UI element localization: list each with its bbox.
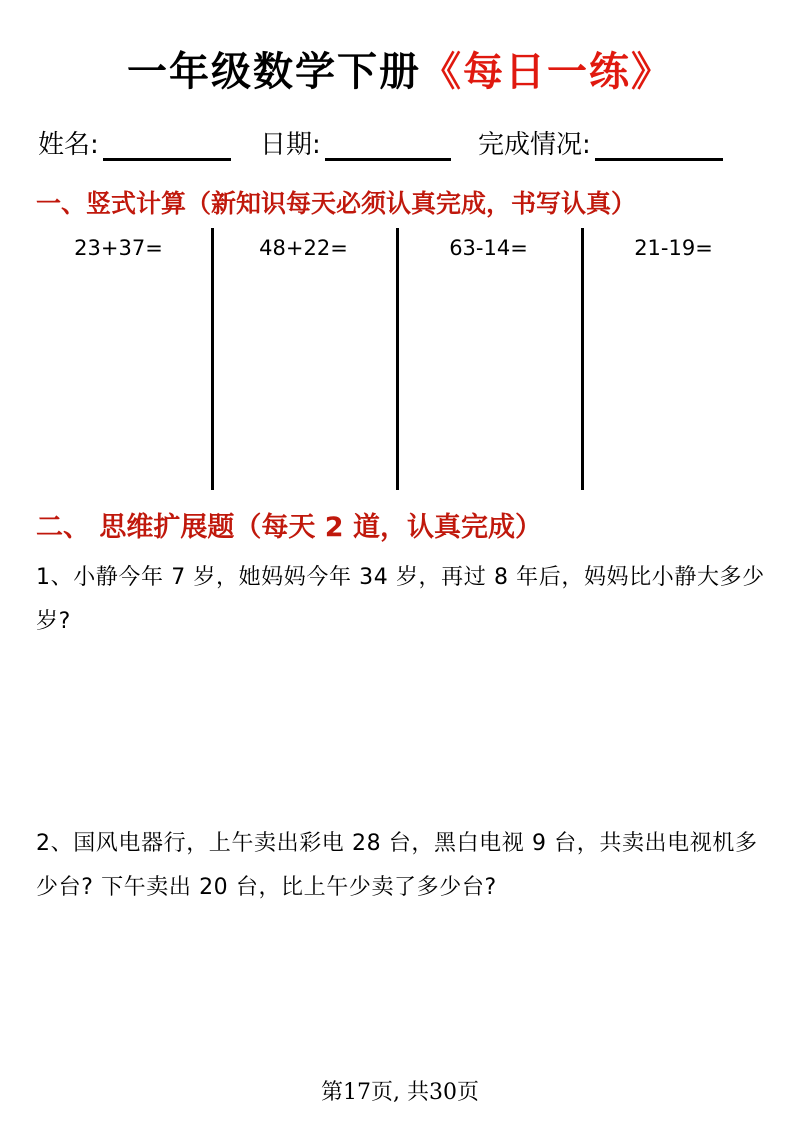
page-indicator: 第17页, 共30页 xyxy=(321,1080,479,1105)
worksheet-title xyxy=(0,40,800,97)
word-problem: 1、小静今年 7 岁，她妈妈今年 34 岁，再过 8 年后，妈妈比小静大多少岁? xyxy=(36,565,765,634)
name-field[interactable] xyxy=(38,124,231,161)
calc-problem: 21-19= xyxy=(634,236,713,260)
calc-problem: 23+37= xyxy=(74,236,163,260)
column-divider xyxy=(211,228,214,490)
date-field[interactable] xyxy=(260,124,451,161)
section1-heading: 一、竖式计算（新知识每天必须认真完成，书写认真） xyxy=(36,189,637,218)
status-label: 完成情况: xyxy=(478,130,591,160)
status-field[interactable] xyxy=(478,124,723,161)
name-label: 姓名: xyxy=(38,130,99,160)
calc-problem: 48+22= xyxy=(259,236,348,260)
column-divider xyxy=(581,228,584,490)
vertical-calculation-area xyxy=(26,228,766,493)
calc-problem: 63-14= xyxy=(449,236,528,260)
word-problem: 2、国风电器行，上午卖出彩电 28 台，黑白电视 9 台，共卖出电视机多少台? 下午卖出 20 台，比上午少卖了多少台? xyxy=(36,831,758,900)
title-accent: 《每日一练》 xyxy=(421,49,673,95)
status-blank-line[interactable] xyxy=(595,130,723,161)
student-info-row xyxy=(38,124,762,164)
column-divider xyxy=(396,228,399,490)
date-label: 日期: xyxy=(260,130,321,160)
date-blank-line[interactable] xyxy=(325,130,451,161)
title-main: 一年级数学下册 xyxy=(127,49,421,95)
section2-heading: 二、 思维扩展题（每天 2 道，认真完成） xyxy=(36,512,542,543)
name-blank-line[interactable] xyxy=(103,130,231,161)
